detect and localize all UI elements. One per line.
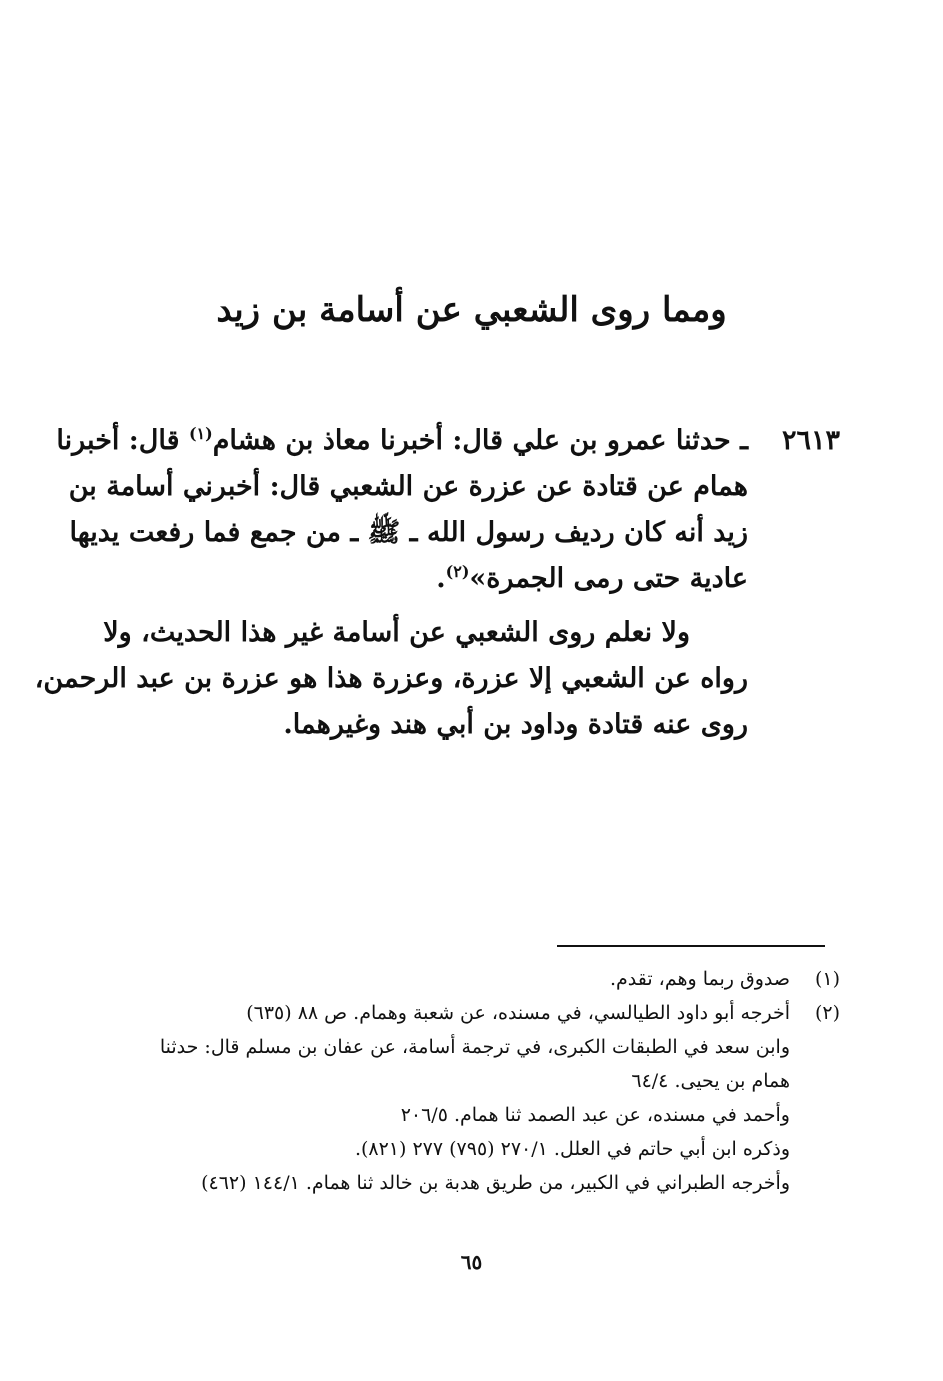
footnote-item — [120, 1030, 840, 1064]
footnote-item — [120, 1098, 840, 1132]
hadith-text: ـ حدثنا عمرو بن علي قال: أخبرنا معاذ بن هشام — [212, 425, 748, 456]
commentary-line: روى عنه قتادة وداود بن أبي هند وغيرهما. — [283, 709, 748, 740]
footnote-ref-2: (٢) — [445, 562, 470, 581]
hadith-text: همام عن قتادة عن عزرة عن الشعبي قال: أخبرني أسامة بن — [68, 471, 748, 502]
hadith-number: ٢٦١٣ — [781, 425, 840, 456]
commentary-line: رواه عن الشعبي إلا عزرة، وعزرة هذا هو عزرة بن عبد الرحمن، — [34, 663, 748, 694]
hadith-line-1 — [56, 418, 840, 464]
footnote-text: وأخرجه الطبراني في الكبير، من طريق هدبة بن خالد ثنا همام. ١٤٤/١ (٤٦٢) — [201, 1172, 790, 1194]
hadith-line-2 — [68, 464, 840, 510]
footnote-item — [120, 1064, 840, 1098]
hadith-text: زيد أنه كان رديف رسول الله ـ ﷺ ـ من جمع فما رفعت يديها — [69, 517, 748, 548]
hadith-line-4 — [120, 556, 840, 602]
footnote-number: (٢) — [814, 1002, 840, 1024]
hadith-text: قال: أخبرنا — [56, 425, 180, 456]
footnote-ref-1: (١) — [188, 424, 213, 443]
footnote-item — [120, 1166, 840, 1200]
page-number: ٦٥ — [460, 1250, 483, 1274]
footnote-divider — [557, 945, 825, 947]
hadith-text: عادية حتى رمى الجمرة» — [469, 563, 748, 594]
footnote-text: همام بن يحيى. ٦٤/٤ — [631, 1070, 790, 1092]
footnotes — [120, 962, 840, 1200]
footnote-text: أخرجه أبو داود الطيالسي، في مسنده، عن شعبة وهمام. ص ٨٨ (٦٣٥) — [246, 1002, 790, 1024]
footnote-item — [120, 996, 840, 1030]
section-title: ومما روى الشعبي عن أسامة بن زيد — [216, 290, 727, 330]
commentary-line: ولا نعلم روى الشعبي عن أسامة غير هذا الحديث، ولا — [103, 617, 690, 648]
footnote-number: (١) — [814, 968, 840, 990]
footnote-item — [120, 1132, 840, 1166]
hadith-block — [56, 418, 840, 602]
hadith-line-3 — [69, 510, 840, 556]
footnote-item — [120, 962, 840, 996]
footnote-text: وذكره ابن أبي حاتم في العلل. ٢٧٠/١ (٧٩٥) ٢٧٧ (٨٢١). — [354, 1138, 790, 1160]
commentary-block — [34, 610, 840, 748]
footnote-text: صدوق ربما وهم، تقدم. — [609, 968, 790, 990]
hadith-end-mark: . — [436, 563, 446, 594]
footnote-text: وابن سعد في الطبقات الكبرى، في ترجمة أسامة، عن عفان بن مسلم قال: حدثنا — [159, 1036, 790, 1058]
footnote-text: وأحمد في مسنده، عن عبد الصمد ثنا همام. ٢٠٦/٥ — [400, 1104, 790, 1126]
